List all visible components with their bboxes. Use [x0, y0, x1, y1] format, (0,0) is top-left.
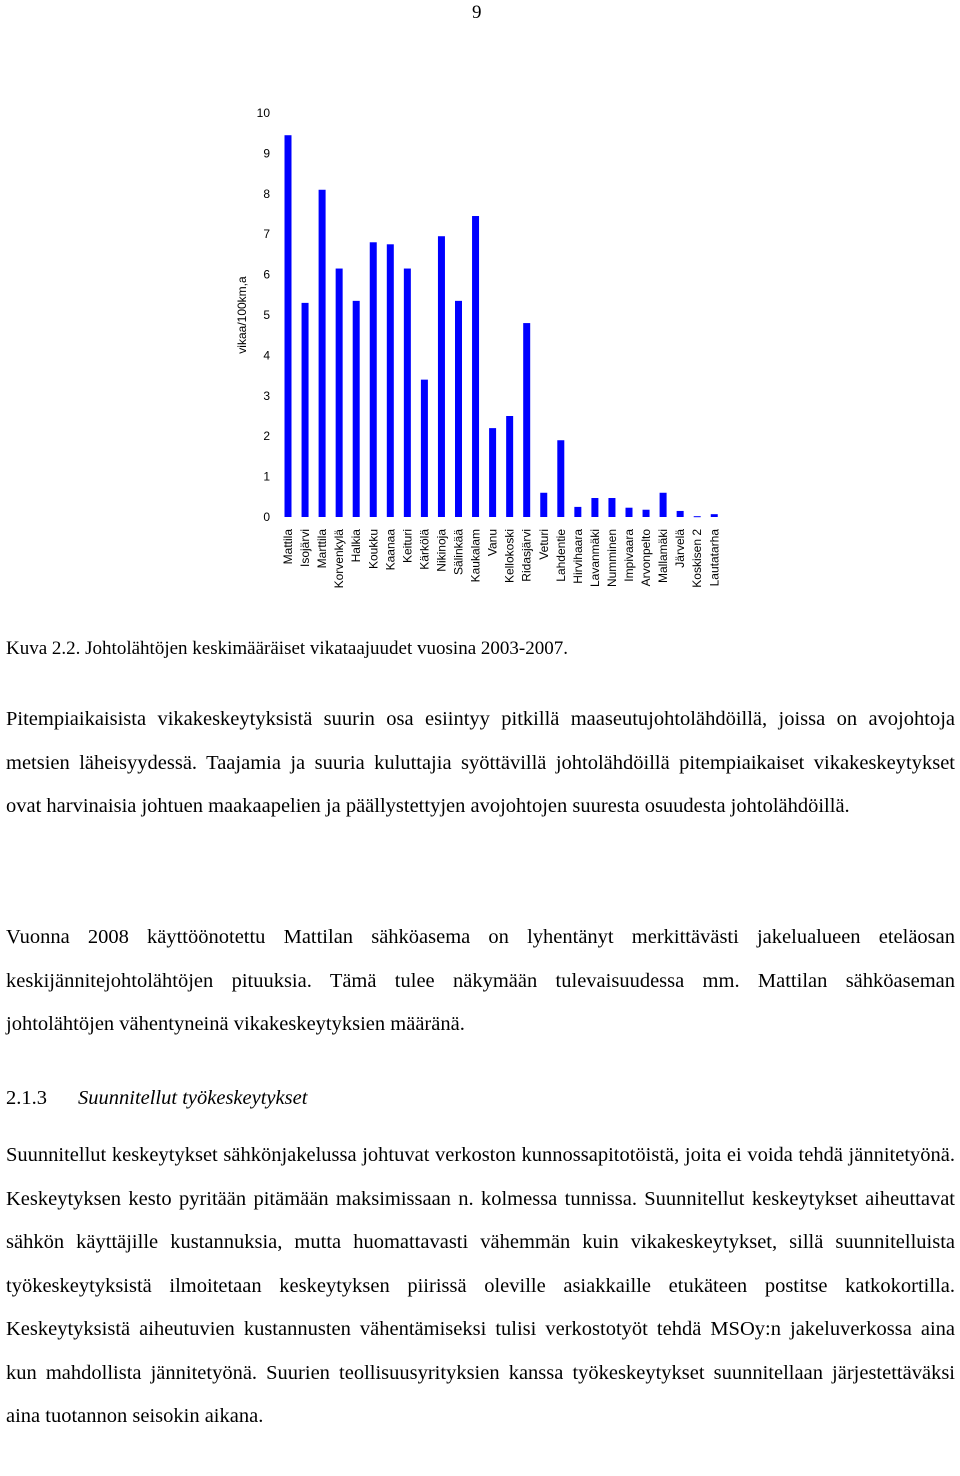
x-tick-label: Numminen: [604, 529, 619, 588]
bar-chart: [0, 90, 960, 610]
page-number: 9: [472, 2, 482, 23]
bar: [387, 244, 394, 517]
bar: [608, 498, 615, 517]
bar: [626, 508, 633, 517]
x-tick-label: Kärkölä: [417, 529, 432, 570]
x-tick-label: Ridasjärvi: [519, 529, 534, 582]
bar: [677, 511, 684, 517]
x-tick-label: Nikinoja: [434, 529, 449, 572]
x-tick-label: Marttila: [315, 529, 330, 569]
section-heading: [6, 1087, 307, 1110]
section-title: Suunnitellut työkeskeytykset: [78, 1087, 308, 1109]
x-tick-label: Kaanaa: [383, 529, 398, 571]
x-tick-label: Kaukalam: [468, 529, 483, 583]
x-tick-label: Lavanmäki: [587, 529, 602, 588]
y-tick-label: 7: [263, 227, 270, 242]
paragraph-1: Pitempiaikaisista vikakeskeytyksistä suurin osa esiintyy pitkillä maaseutujohtolähdöillä, joissa on avojohtoja metsien läheisyydessä. Taajamia ja suuria kuluttajia syöttävillä johtolähdöillä pitempiaikaiset vikakeskeytykset ovat harvinaisia johtuen maakaapelien ja päällystettyjen avojohtojen suuresta osuudesta johtolähdöillä.: [6, 708, 955, 817]
x-tick-label: Vanu: [485, 529, 500, 557]
x-tick-label: Koukku: [366, 529, 381, 570]
x-tick-label: Mattila: [281, 529, 295, 565]
x-tick-label: Impivaara: [622, 529, 636, 582]
y-tick-label: 2: [263, 429, 270, 444]
y-tick-label: 6: [263, 267, 270, 282]
y-tick-label: 8: [263, 186, 270, 201]
bar: [489, 428, 496, 517]
bar: [540, 493, 547, 517]
bar: [421, 380, 428, 517]
bar: [404, 269, 411, 517]
x-tick-label: Veturi: [536, 529, 551, 560]
x-tick-label: Arvonpelto: [639, 529, 654, 587]
x-tick-label: Sälinkää: [451, 529, 466, 576]
bar: [319, 190, 326, 517]
y-tick-label: 5: [263, 308, 270, 322]
x-tick-label: Järvelä: [673, 529, 688, 568]
bar: [591, 498, 598, 517]
x-tick-label: Lautatarha: [707, 529, 722, 587]
bar: [506, 416, 513, 517]
bar: [711, 514, 718, 517]
y-tick-label: 3: [263, 388, 270, 403]
bar: [370, 242, 377, 517]
bar: [574, 507, 581, 517]
bar: [472, 216, 479, 517]
bar: [285, 135, 292, 517]
bar: [455, 301, 462, 517]
figure-caption: Kuva 2.2. Johtolähtöjen keskimääräiset vikataajuudet vuosina 2003-2007.: [6, 638, 568, 659]
x-tick-label: Lahdentie: [553, 529, 568, 582]
y-tick-label: 0: [263, 510, 270, 524]
y-tick-label: 1: [263, 469, 270, 484]
y-tick-label: 4: [263, 348, 270, 363]
paragraph-3: Suunnitellut keskeytykset sähkönjakelussa johtuvat verkoston kunnossapitotöistä, joita ei voida tehdä jännitetyönä. Keskeytyksen kesto pyritään pitämään maksimissaan n. kolmessa tunnissa. Suunnitellut keskeytykset aiheuttavat sähkön käyttäjille kustannuksia, mutta huomattavasti vähemmän kuin vikakeskeytykset, sillä suunnitelluista työkeskeytyksistä ilmoitetaan keskeytyksen piirissä oleville asiakkaille etukäteen postitse katkokortilla. Keskeytyksistä aiheutuvien kustannusten vähentämiseksi tulisi verkostotyöt tehdä MSOy:n jakeluverkossa aina kun mahdollista jännitetyönä. Suurien teollisuusyrityksien kanssa työkeskeytykset suunnitellaan järjestettäväksi aina tuotannon seisokin aikana.: [6, 1144, 955, 1427]
bar: [643, 510, 650, 517]
y-tick-label: 10: [256, 106, 270, 120]
x-tick-label: Koskisen 2: [690, 529, 705, 588]
x-tick-label: Isojärvi: [298, 529, 313, 568]
x-tick-label: Halkia: [349, 529, 364, 563]
bar: [523, 323, 530, 517]
bar: [353, 301, 360, 517]
x-tick-label: Kellokoski: [502, 529, 517, 584]
x-tick-label: Mallamäki: [656, 529, 671, 584]
x-tick-label: Hirvihaara: [570, 529, 585, 584]
bar: [302, 303, 309, 517]
bar: [660, 493, 667, 517]
x-tick-label: Keituri: [400, 529, 415, 564]
bar: [694, 516, 701, 517]
x-tick-label: Korvenkylä: [332, 529, 347, 589]
paragraph-2: Vuonna 2008 käyttöönotettu Mattilan sähköasema on lyhentänyt merkittävästi jakelualueen eteläosan keskijännitejohtolähtöjen pituuksia. Tämä tulee näkymään tulevaisuudessa mm. Mattilan sähköaseman johtolähtöjen vähentyneinä vikakeskeytyksien määränä.: [6, 926, 955, 1035]
bar: [438, 236, 445, 517]
bar: [336, 269, 343, 517]
y-tick-label: 9: [263, 146, 270, 161]
section-number: 2.1.3: [6, 1087, 47, 1109]
y-axis-label: vikaa/100km,a: [235, 276, 249, 354]
bar: [557, 440, 564, 517]
